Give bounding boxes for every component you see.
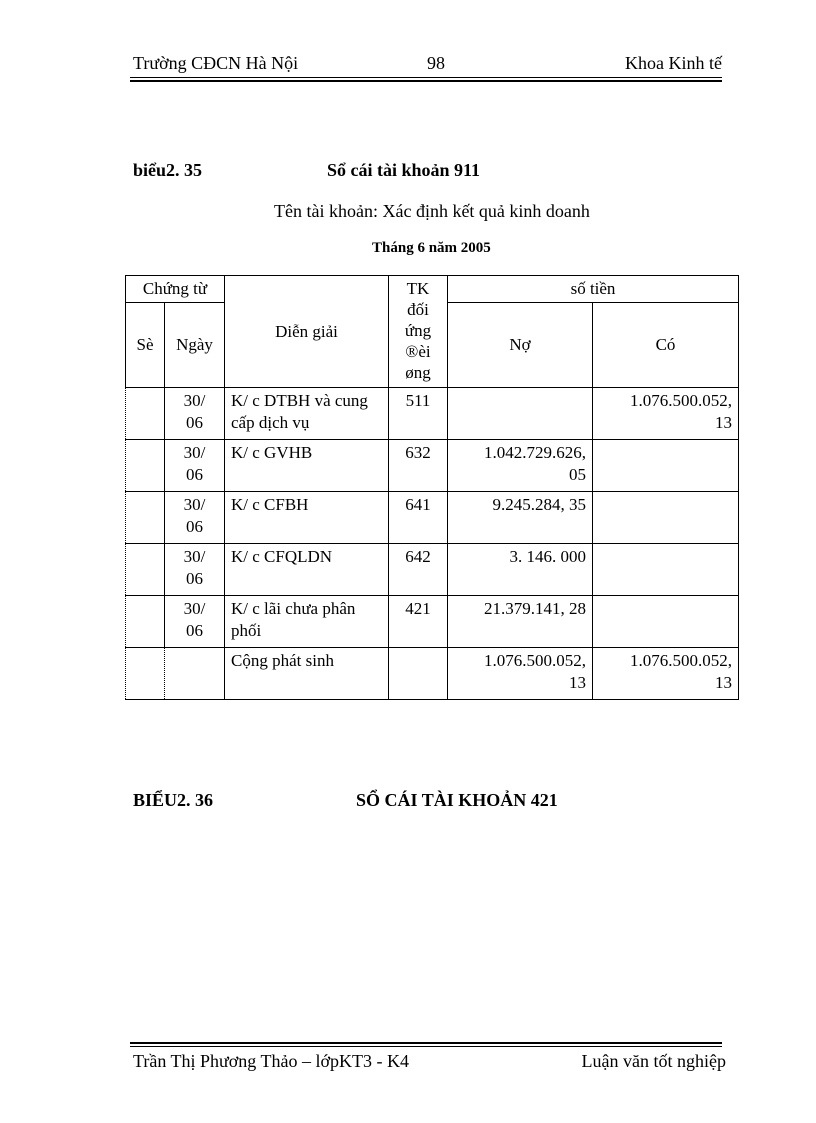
section1-label: biểu2. 35	[133, 160, 203, 180]
table-header-row	[126, 276, 739, 303]
table-row: 30/ 06 K/ c CFBH 641 9.245.284, 35	[126, 492, 739, 544]
header-so: Sè	[126, 303, 165, 388]
header-chung-tu: Chứng từ	[126, 276, 225, 303]
header-so-tien: số tiền	[448, 276, 739, 303]
total-co: 1.076.500.052, 13	[593, 648, 739, 700]
table-row: 30/ 06 K/ c DTBH và cung cấp dịch vụ 511 1.076.500.052, 13	[126, 388, 739, 440]
page-number: 98	[427, 53, 445, 73]
ledger-table	[125, 275, 739, 700]
footer-rule-top	[130, 1042, 722, 1044]
table-total-row	[126, 648, 739, 700]
header-ngay: Ngày	[165, 303, 225, 388]
header-rule-top	[130, 77, 722, 78]
footer-thesis: Luận văn tốt nghiệp	[581, 1051, 726, 1071]
section2-label: BIỂU2. 36	[133, 790, 214, 810]
header-faculty: Khoa Kinh tế	[625, 53, 722, 73]
header-co: Có	[593, 303, 739, 388]
account-name: Tên tài khoản: Xác định kết quả kinh doanh	[274, 201, 590, 221]
total-no: 1.076.500.052, 13	[448, 648, 593, 700]
section1-title: Sổ cái tài khoản 911	[327, 160, 481, 180]
total-label: Cộng phát sinh	[225, 648, 389, 700]
footer-author: Trần Thị Phương Thảo – lớpKT3 - K4	[133, 1051, 409, 1071]
header-tk-doi-ung: TK đối ứng ®èi øng	[389, 276, 448, 388]
table-row: 30/ 06 K/ c CFQLDN 642 3. 146. 000	[126, 544, 739, 596]
table-row: 30/ 06 K/ c GVHB 632 1.042.729.626, 05	[126, 440, 739, 492]
period: Tháng 6 năm 2005	[372, 240, 491, 256]
header-school: Trường CĐCN Hà Nội	[133, 53, 299, 73]
header-rule-bottom	[130, 80, 722, 82]
footer-rule-bottom	[130, 1046, 722, 1047]
table-row: 30/ 06 K/ c lãi chưa phân phối 421 21.379.141, 28	[126, 596, 739, 648]
header-no: Nợ	[448, 303, 593, 388]
section2-title: SỔ CÁI TÀI KHOẢN 421	[356, 790, 558, 810]
header-dien-giai: Diễn giải	[225, 276, 389, 388]
